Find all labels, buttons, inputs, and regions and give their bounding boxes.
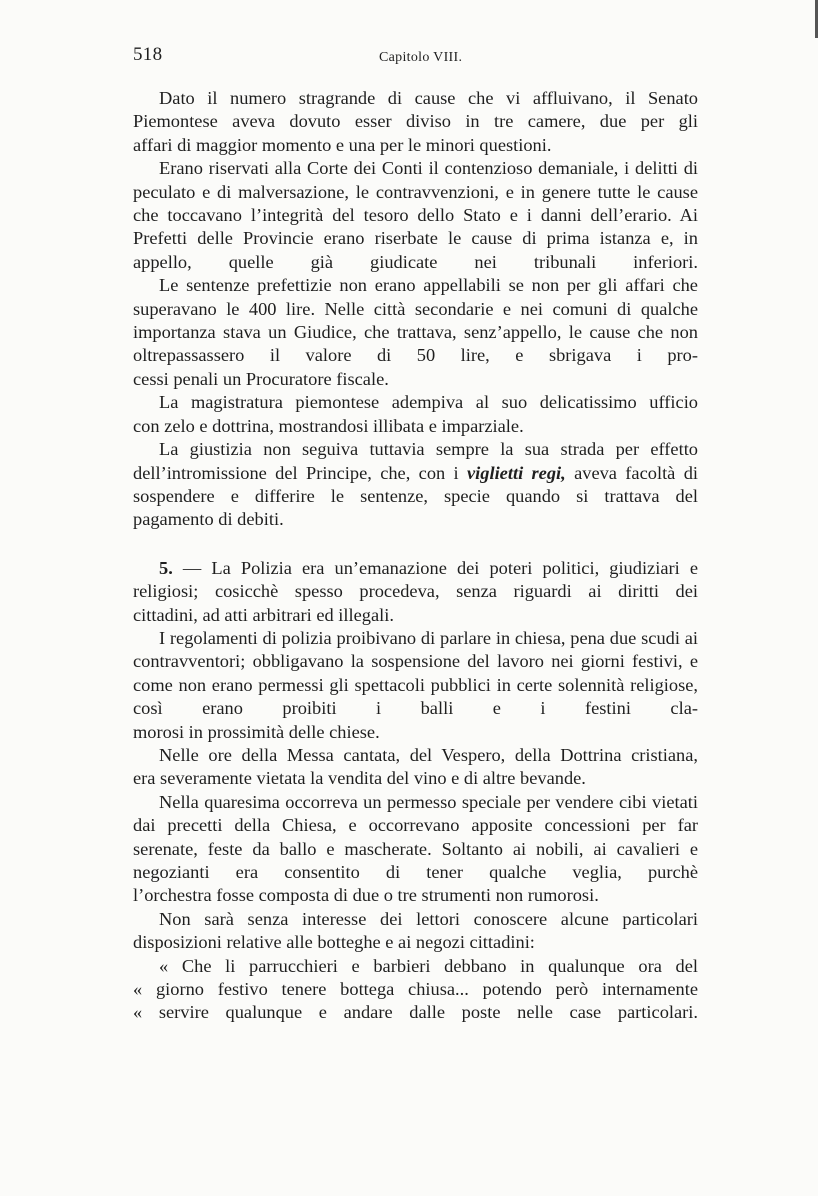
paragraph-end: cittadini, ad atti arbitrari ed illegali. xyxy=(133,604,394,625)
paragraph: Nelle ore della Messa cantata, del Vespero, della Dottrina cristiana, xyxy=(159,744,698,765)
paragraph-end: cessi penali un Procuratore fiscale. xyxy=(133,368,389,389)
quoted-line: « servire qualunque e andare dalle poste nelle case particolari. xyxy=(133,1002,698,1023)
paragraph: La giustizia non seguiva tuttavia sempre la sua strada per effetto dell’intromissione del Principe, che, con i viglietti regi, aveva facoltà di sospendere e differire le sentenze, specie quando si trattava del xyxy=(133,439,698,506)
paragraph-end: con zelo e dottrina, mostrandosi illibata e imparziale. xyxy=(133,415,524,436)
paragraph-end: era severamente vietata la vendita del vino e di altre bevande. xyxy=(133,768,586,789)
paragraph: I regolamenti di polizia proibivano di parlare in chiesa, pena due scudi ai contravventori; obbligavano la sospensione del lavoro nei giorni festivi, e come non erano permessi gli spettacoli pubblici in certe solennità religiose, così erano proibiti i balli e i festini cla- xyxy=(133,627,698,719)
paragraph: Le sentenze prefettizie non erano appellabili se non per gli affari che superavano le 400 lire. Nelle città secondarie e nei comuni di qualche importanza stava un Giudice, che trattava, senz’appello, le cause che non oltrepassassero il valore di 50 lire, e sbrigava i pro- xyxy=(133,275,698,366)
running-head: Capitolo VIII. xyxy=(379,50,463,65)
paragraph: Non sarà senza interesse dei lettori conoscere alcune particolari xyxy=(159,908,698,929)
paragraph-end: pagamento di debiti. xyxy=(133,509,284,530)
paragraph: Nella quaresima occorreva un permesso speciale per vendere cibi vietati dai precetti della Chiesa, e occorrevano apposite concessioni per far serenate, feste da ballo e mascherate. Soltanto ai nobili, ai cavalieri e negozianti era consentito di tener qualche veglia, purchè xyxy=(133,791,698,882)
paragraph-end: affari di maggior momento e una per le minori questioni. xyxy=(133,134,552,155)
quoted-paragraph: « Che li parrucchieri e barbieri debbano in qualunque ora del xyxy=(159,955,698,976)
section-paragraph: 5. — La Polizia era un’emanazione dei poteri politici, giudiziari e religiosi; cosicchè spesso procedeva, senza riguardi ai diritti dei xyxy=(133,557,698,602)
paragraph-end: disposizioni relative alle botteghe e ai negozi cittadini: xyxy=(133,932,535,953)
paragraph-end: morosi in prossimità delle chiese. xyxy=(133,721,380,742)
page-header xyxy=(133,44,698,72)
italic-term: viglietti regi, xyxy=(467,462,566,483)
quoted-line: « giorno festivo tenere bottega chiusa... potendo però internamente xyxy=(133,979,698,1000)
section-number: 5. xyxy=(159,557,173,578)
paragraph: Dato il numero stragrande di cause che vi affluivano, il Senato Piemontese aveva dovuto esser diviso in tre camere, due per gli xyxy=(133,88,698,132)
paragraph: Erano riservati alla Corte dei Conti il contenzioso demaniale, i delitti di peculato e di malversazione, le contravvenzioni, e in genere tutte le cause che toccavano l’integrità del tesoro dello Stato e i danni dell’erario. Ai Prefetti delle Provincie erano riserbate le cause di prima istanza e, in appello, quelle già giudicate nei tribunali inferiori. xyxy=(133,158,699,272)
body-text xyxy=(133,87,698,1025)
page-number: 518 xyxy=(133,44,163,65)
paragraph-end: l’orchestra fosse composta di due o tre strumenti non rumorosi. xyxy=(133,885,599,906)
paragraph: La magistratura piemontese adempiva al suo delicatissimo ufficio xyxy=(159,392,698,413)
